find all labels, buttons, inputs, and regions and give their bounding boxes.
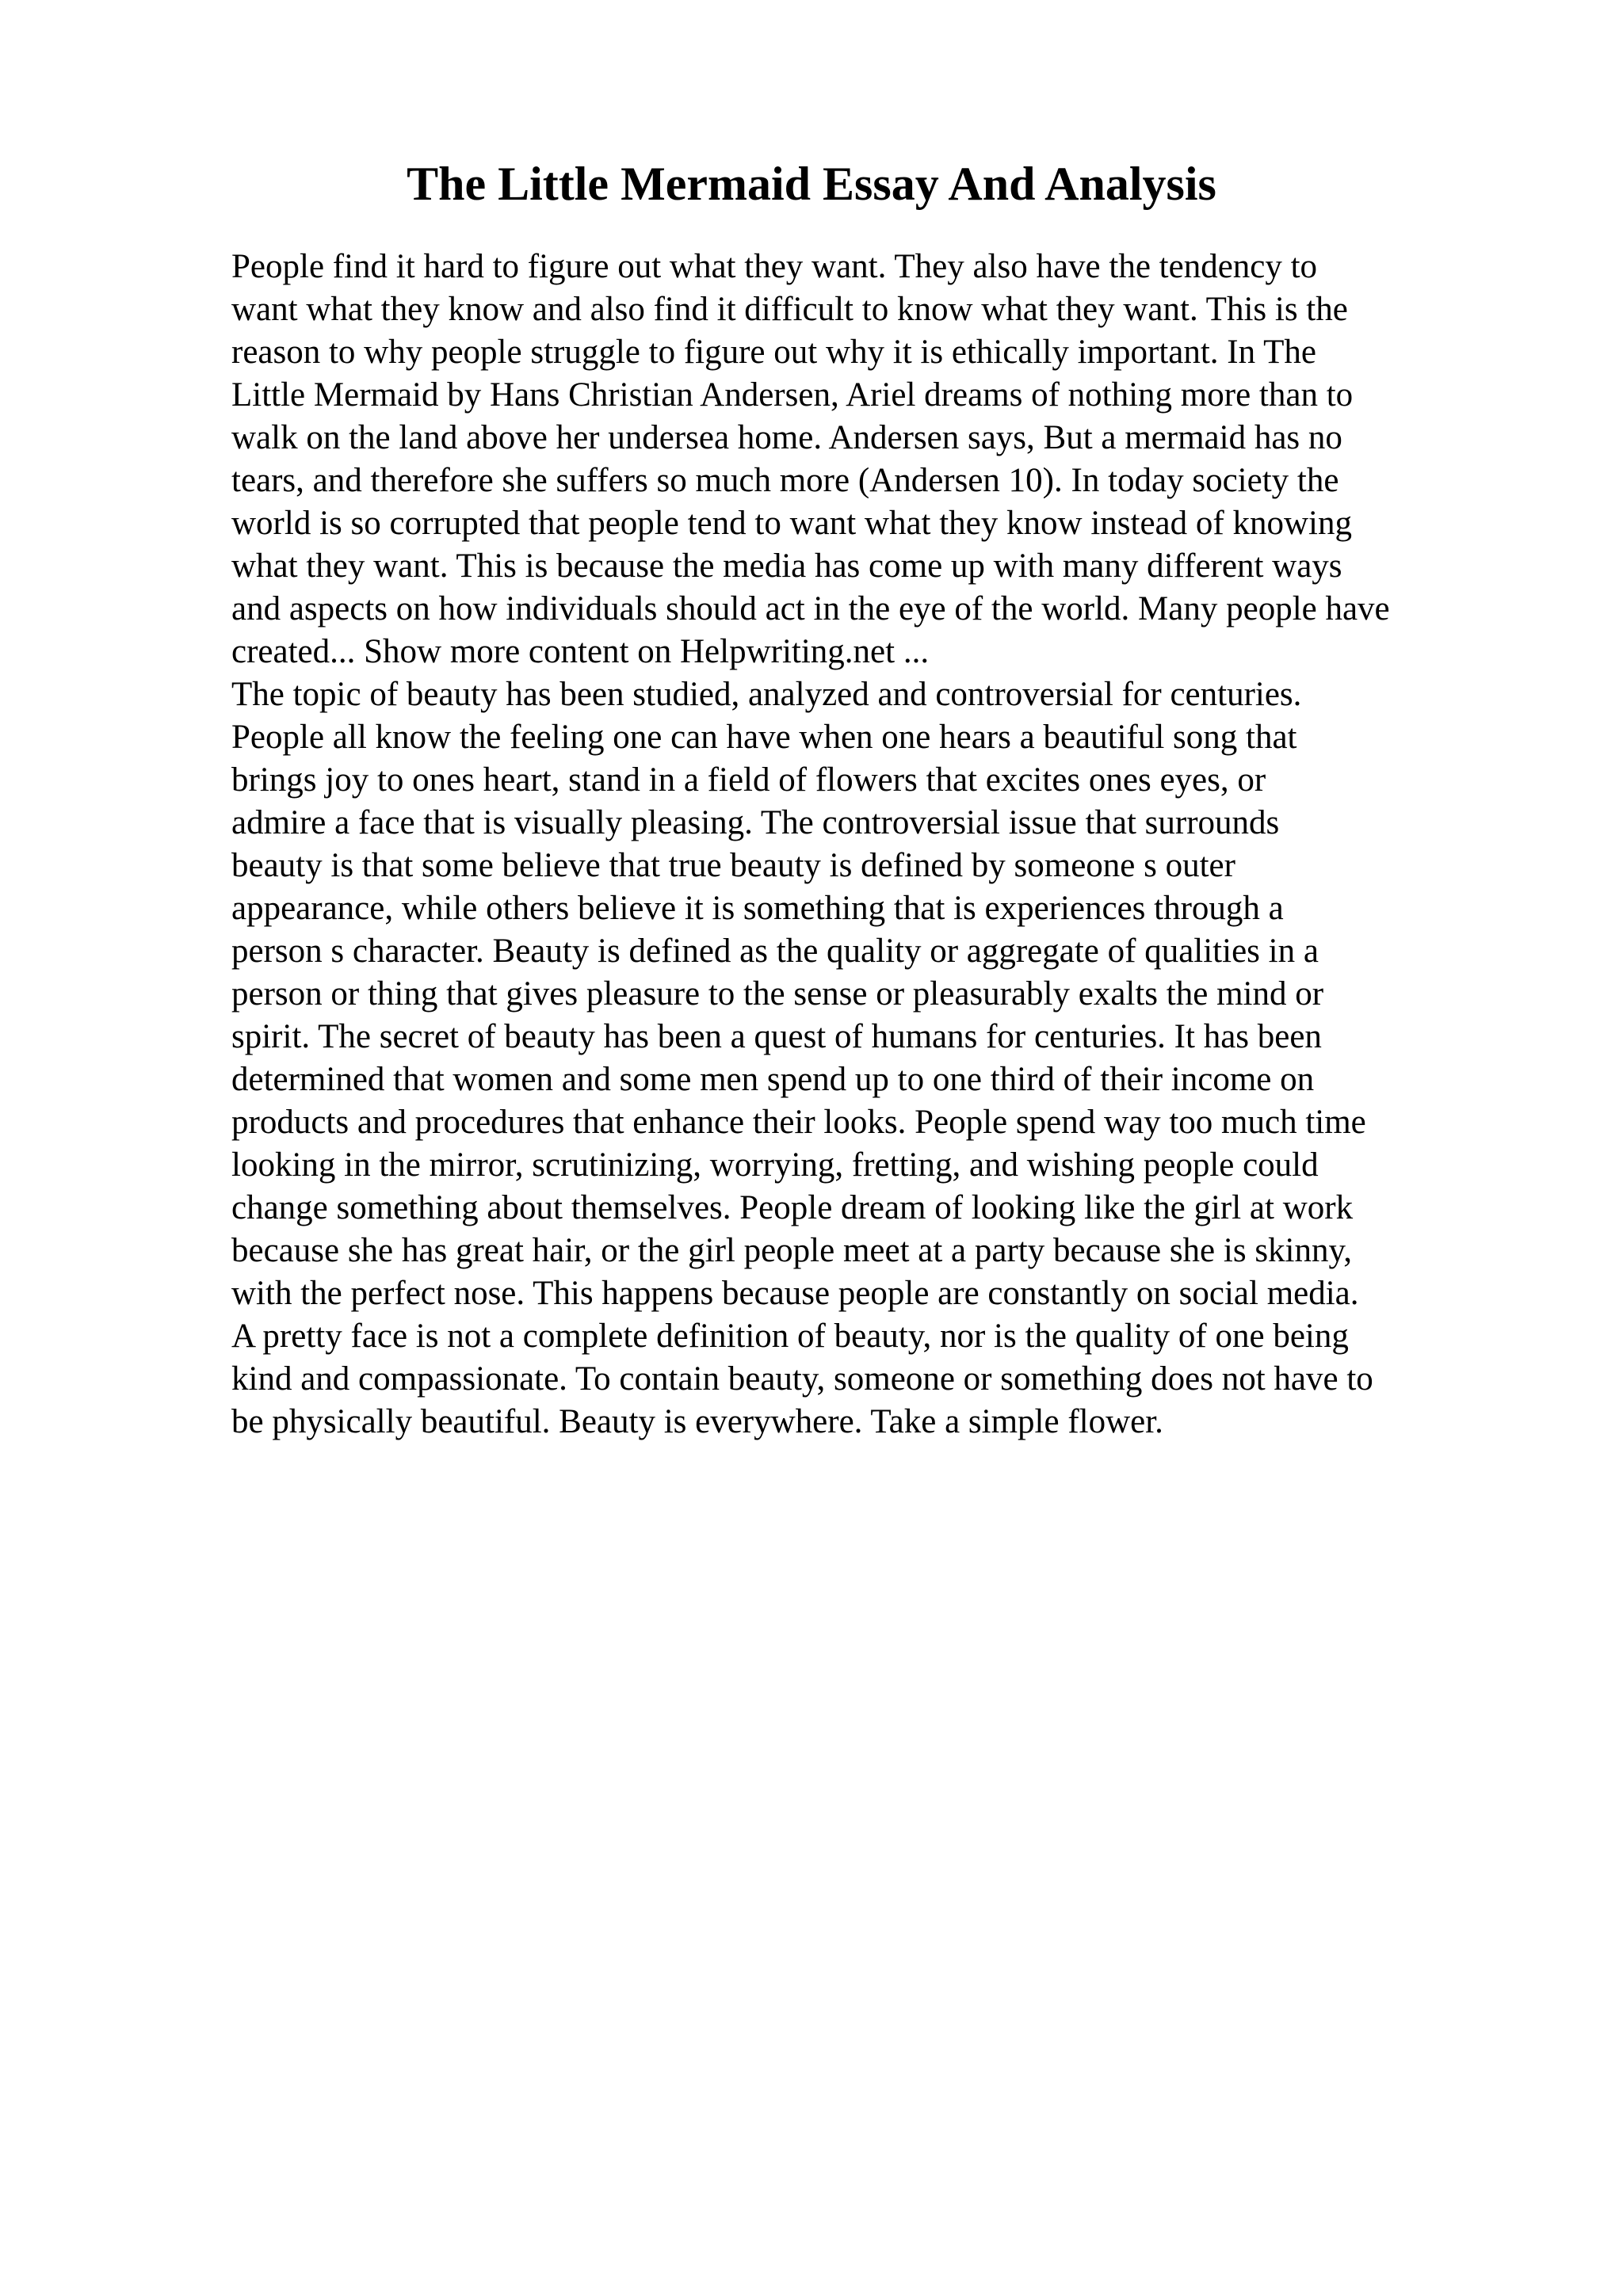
document-title: The Little Mermaid Essay And Analysis: [407, 158, 1216, 210]
essay-line: person s character. Beauty is defined as the quality or aggregate of qualities in a: [231, 933, 1319, 970]
essay-line: products and procedures that enhance their looks. People spend way too much time: [231, 1104, 1366, 1141]
essay-line: A pretty face is not a complete definition of beauty, nor is the quality of one being: [231, 1318, 1349, 1355]
essay-line: beauty is that some believe that true beauty is defined by someone s outer: [231, 847, 1235, 884]
essay-line: because she has great hair, or the girl people meet at a party because she is skinny,: [231, 1232, 1352, 1269]
essay-line: person or thing that gives pleasure to the sense or pleasurably exalts the mind or: [231, 975, 1324, 1013]
essay-line: tears, and therefore she suffers so much more (Andersen 10). In today society the: [231, 462, 1339, 499]
essay-line: what they want. This is because the media has come up with many different ways: [231, 547, 1342, 585]
essay-line: The topic of beauty has been studied, analyzed and controversial for centuries.: [231, 676, 1302, 713]
essay-line: world is so corrupted that people tend to want what they know instead of knowing: [231, 505, 1352, 542]
essay-line: with the perfect nose. This happens because people are constantly on social media.: [231, 1275, 1359, 1312]
essay-line: looking in the mirror, scrutinizing, worrying, fretting, and wishing people could: [231, 1146, 1319, 1184]
essay-line: brings joy to ones heart, stand in a field of flowers that excites ones eyes, or: [231, 761, 1266, 799]
essay-line: People all know the feeling one can have when one hears a beautiful song that: [231, 719, 1297, 756]
essay-line: spirit. The secret of beauty has been a quest of humans for centuries. It has been: [231, 1018, 1322, 1055]
essay-line: determined that women and some men spend up to one third of their income on: [231, 1061, 1315, 1098]
essay-line: and aspects on how individuals should act in the eye of the world. Many people have: [231, 590, 1390, 627]
essay-line: change something about themselves. People dream of looking like the girl at work: [231, 1189, 1354, 1226]
essay-line: Little Mermaid by Hans Christian Andersen, Ariel dreams of nothing more than to: [231, 376, 1354, 414]
essay-line: kind and compassionate. To contain beauty, someone or something does not have to: [231, 1360, 1373, 1398]
essay-line: reason to why people struggle to figure out why it is ethically important. In The: [231, 334, 1316, 371]
essay-line: appearance, while others believe it is something that is experiences through a: [231, 890, 1284, 927]
essay-line: want what they know and also find it difficult to know what they want. This is the: [231, 291, 1348, 328]
essay-line: walk on the land above her undersea home. Andersen says, But a mermaid has no: [231, 419, 1342, 456]
essay-body: [231, 246, 1515, 1444]
essay-line: admire a face that is visually pleasing. The controversial issue that surrounds: [231, 804, 1280, 841]
essay-line: People find it hard to figure out what they want. They also have the tendency to: [231, 248, 1318, 285]
essay-line: be physically beautiful. Beauty is everywhere. Take a simple flower.: [231, 1403, 1163, 1440]
essay-line: created... Show more content on Helpwriting.net ...: [231, 633, 930, 670]
